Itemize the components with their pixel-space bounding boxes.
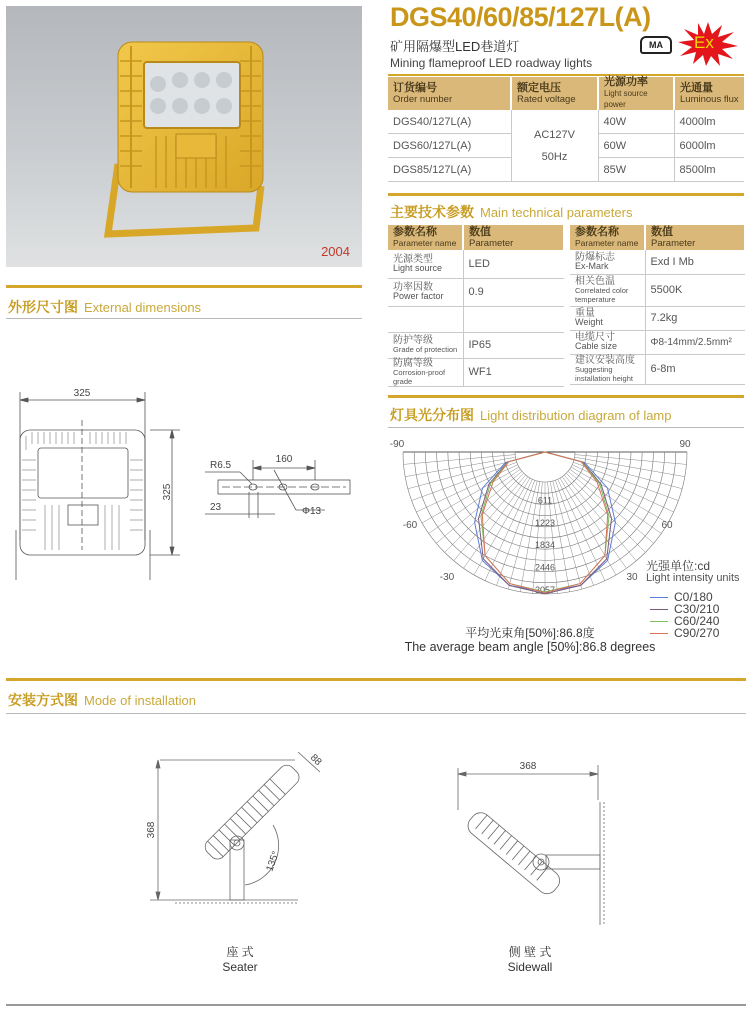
angle-label: -90 [389,439,405,450]
polar-grid-spoke [562,477,626,569]
angle-label: 90 [679,439,691,450]
param-value-header: 数值 Parameter [463,225,564,250]
param-value: LED [463,250,564,278]
power: 60W [598,134,674,158]
beam-angle-en: The average beam angle [50%]:86.8 degrees [404,640,656,654]
tech-table-right [570,225,746,385]
ma-cert-icon [640,36,672,54]
flux: 6000lm [674,134,744,158]
radial-tick-label: 2446 [534,562,556,573]
table-row: 防爆标志 Ex-Mark Exd I Mb [570,250,745,274]
flux: 8500lm [674,158,744,182]
tech-table-left [388,225,565,387]
table-row [388,306,564,332]
seater-install-drawing [130,740,350,910]
radius-dimension: R6.5 [210,460,232,471]
table-row: 光源类型 Light source LED [388,250,564,278]
product-photo [6,6,362,267]
param-value: 0.9 [463,278,564,306]
sidewall-width: 368 [519,761,537,772]
legend-label: C60/240 [674,614,720,628]
tech-section-rule [388,193,744,196]
order-number: DGS40/127L(A) [388,110,511,134]
seater-caption-en: Seater [222,960,258,974]
header-order-number: 订货编号 Order number [388,77,511,110]
table-row: 功率因数 Power factor 0.9 [388,278,564,306]
order-table [388,77,744,182]
param-name-header: 参数名称 Parameter name [388,225,463,250]
legend-label: C0/180 [674,590,713,604]
param-value: 5500K [645,274,745,306]
ma-cert-label: MA [649,40,663,50]
dimensions-section-title: 外形尺寸图 External dimensions [8,299,202,315]
polar-grid-spoke [496,480,534,585]
title-divider [388,74,744,76]
header-rated-voltage: 额定电压 Rated voltage [511,77,598,110]
table-row: 重量 Weight 7.2kg [570,306,745,330]
offset-dimension: 23 [210,502,222,513]
ex-cert-icon [678,22,738,66]
order-number: DGS85/127L(A) [388,158,511,182]
param-value: 6-8m [645,354,745,384]
order-number: DGS60/127L(A) [388,134,511,158]
param-value: IP65 [463,332,564,358]
param-value [463,306,564,332]
hole-spacing-dimension: 160 [275,454,293,465]
header-light-source-power: 光源功率 Light source power [598,77,674,110]
table-row: 相关色温 Correlated color temperature 5500K [570,274,745,306]
legend-swatch [650,621,668,622]
install-underline [6,713,746,714]
intensity-unit-en: Light intensity units [646,572,740,584]
tech-section-title: 主要技术参数 Main technical parameters [390,204,633,220]
param-name-header: 参数名称 Parameter name [570,225,645,250]
dimensions-underline [6,318,362,319]
polar-grid-spoke [508,481,537,589]
seater-height: 368 [146,821,157,839]
width-dimension: 325 [73,388,91,399]
table-row: 防腐等级 Corrosion-proof grade WF1 [388,358,564,386]
hole-diameter-dimension: Φ13 [302,506,322,517]
model-title: DGS40/60/85/127L(A) [390,2,651,32]
intensity-unit-zh: 光强单位:cd [646,559,711,573]
light-section-title: 灯具光分布图 Light distribution diagram of lamp [390,407,672,423]
footer-rule [6,1004,746,1006]
power: 85W [598,158,674,182]
polar-grid-spoke [574,460,682,489]
radial-tick-label: 1834 [534,540,556,551]
external-dimensions-drawing [0,380,370,580]
radial-tick-label: 1223 [534,517,556,528]
param-value: WF1 [463,358,564,386]
order-table-header [388,77,744,110]
install-section-rule [6,678,746,681]
light-section-rule [388,395,744,398]
angle-label: 30 [626,572,638,583]
table-row: 电缆尺寸 Cable size Φ8-14mm/2.5mm² [570,330,745,354]
dimensions-section-rule [6,285,362,288]
table-row: 防护等级 Grade of protection IP65 [388,332,564,358]
lamp-photo-illustration [6,6,362,267]
polar-grid-spoke [408,460,516,489]
product-name-en: Mining flameproof LED roadway lights [390,56,593,70]
param-value: Φ8-14mm/2.5mm² [645,330,745,354]
light-underline [388,427,744,428]
legend-swatch [650,609,668,610]
product-name-zh: 矿用隔爆型LED巷道灯 [390,39,520,54]
legend-label: C90/270 [674,626,720,640]
photo-code: 2004 [321,244,350,259]
height-dimension: 325 [162,483,173,501]
power: 40W [598,110,674,134]
sidewall-caption-zh: 侧 壁 式 [508,945,552,959]
legend-label: C30/210 [674,602,720,616]
ex-cert-label: Ex [694,33,714,52]
beam-angle-zh: 平均光束角[50%]:86.8度 [465,626,595,640]
param-value: Exd I Mb [645,250,745,274]
table-row [388,110,744,134]
rated-voltage: AC127V 50Hz [511,110,598,182]
angle-label: -60 [402,520,418,531]
sidewall-install-drawing [430,740,630,930]
polar-grid-spoke [464,477,528,569]
install-section-title: 安装方式图 Mode of installation [8,692,197,708]
polar-grid-arc [515,452,575,482]
polar-grid-spoke [555,480,593,585]
radial-tick-label: 3057 [534,585,556,595]
angle-label: -30 [439,572,455,583]
table-row: 建议安装高度 Suggesting installation height 6-8m [570,354,745,384]
param-value: 7.2kg [645,306,745,330]
seater-depth: 88 [307,752,324,768]
param-value-header: 数值 Parameter [645,225,745,250]
polar-grid-spoke [553,481,582,589]
seater-caption-zh: 座 式 [226,945,254,959]
angle-label: 60 [661,520,673,531]
flux: 4000lm [674,110,744,134]
sidewall-caption-en: Sidewall [507,960,553,974]
seater-angle: 135° [264,849,282,874]
radial-tick-label: 611 [537,495,553,506]
legend-swatch [650,597,668,598]
header-luminous-flux: 光通量 Luminous flux [674,77,744,110]
